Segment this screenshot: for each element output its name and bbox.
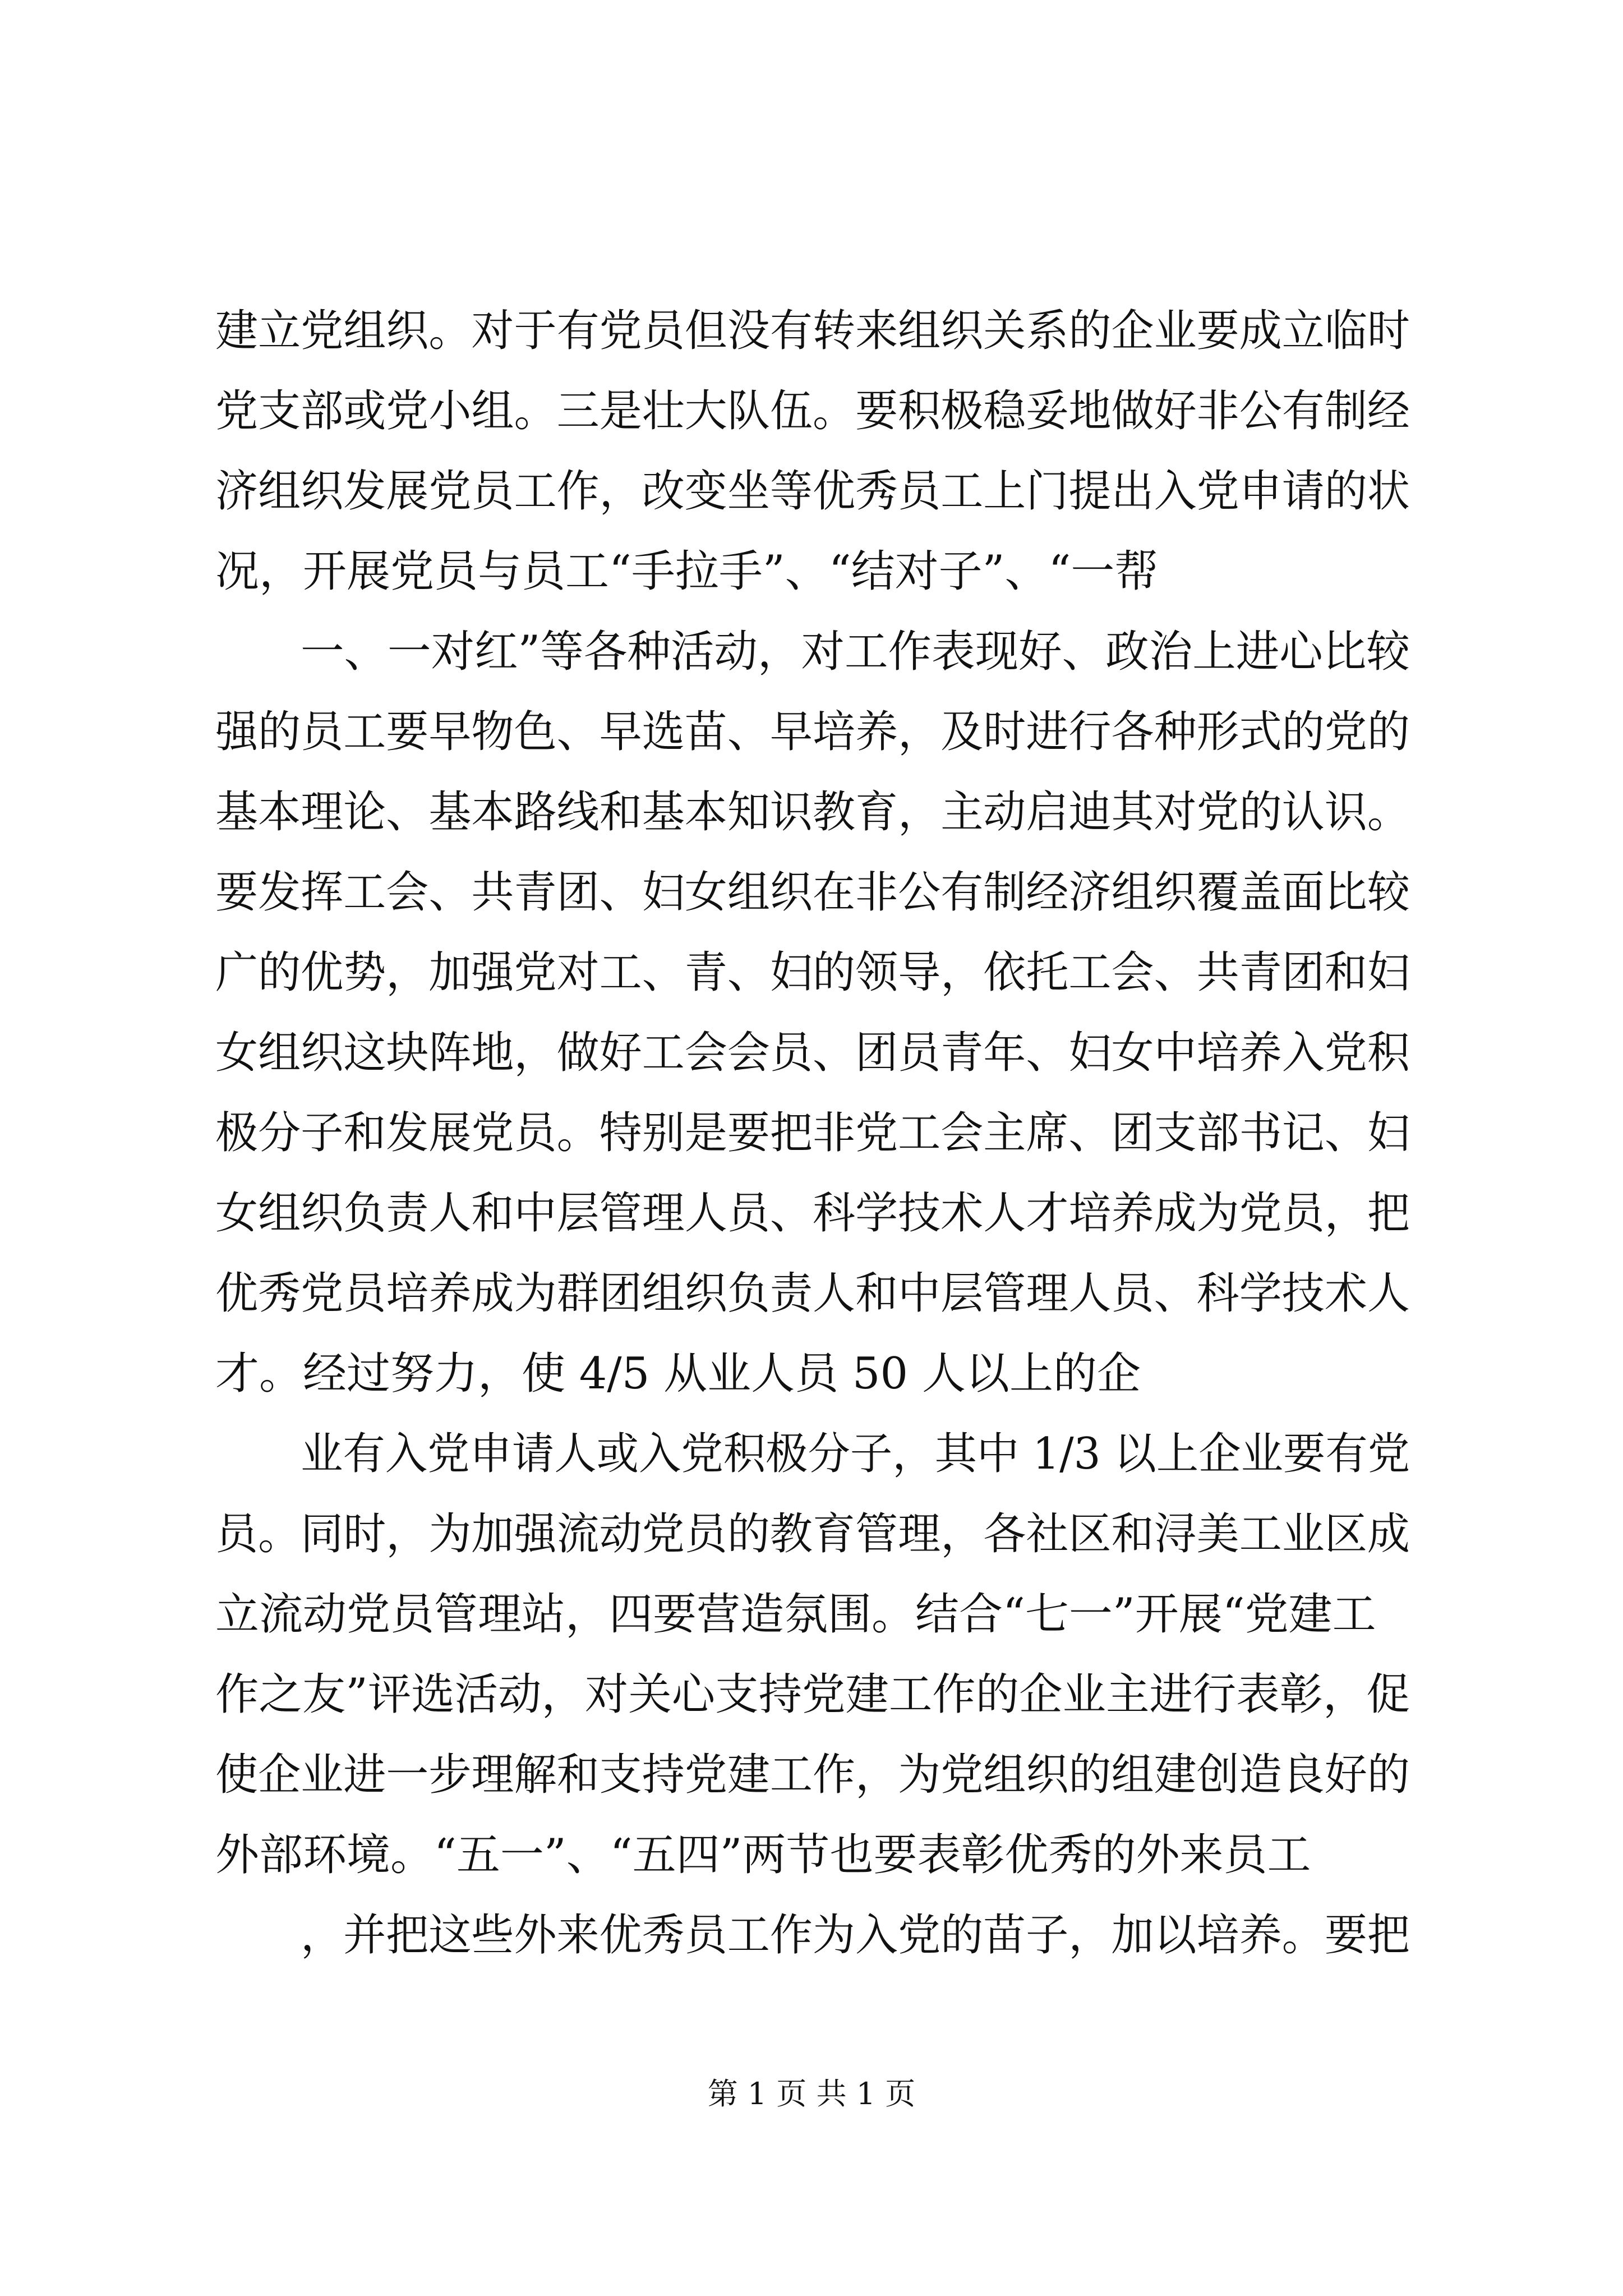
text-line: 基本理论、基本路线和基本知识教育，主动启迪其对党的认识。 bbox=[215, 787, 1410, 838]
text-line: ，并把这些外来优秀员工作为入党的苗子，加以培养。要把 bbox=[301, 1910, 1410, 1961]
text-line: 业有入党申请人或入党积极分子，其中 1/3 以上企业要有党 bbox=[301, 1429, 1410, 1479]
text-line: 员。同时，为加强流动党员的教育管理，各社区和浔美工业区成 bbox=[215, 1509, 1410, 1559]
text-line: 建立党组织。对于有党员但没有转来组织关系的企业要成立临时 bbox=[215, 306, 1410, 356]
text-line: 广的优势，加强党对工、青、妇的领导，依托工会、共青团和妇 bbox=[215, 947, 1410, 998]
text-line: 作之友”评选活动，对关心支持党建工作的企业主进行表彰，促 bbox=[215, 1669, 1410, 1720]
text-line: 女组织负责人和中层管理人员、科学技术人才培养成为党员，把 bbox=[215, 1188, 1410, 1239]
text-line: 才。经过努力，使 4/5 从业人员 50 人以上的企 bbox=[215, 1349, 1141, 1399]
text-line: 优秀党员培养成为群团组织负责人和中层管理人员、科学技术人 bbox=[215, 1268, 1410, 1319]
text-line: 强的员工要早物色、早选苗、早培养，及时进行各种形式的党的 bbox=[215, 707, 1410, 757]
text-line: 一、一对红”等各种活动，对工作表现好、政治上进心比较 bbox=[301, 627, 1410, 677]
text-line: 极分子和发展党员。特别是要把非党工会主席、团支部书记、妇 bbox=[215, 1108, 1410, 1158]
text-line: 党支部或党小组。三是壮大队伍。要积极稳妥地做好非公有制经 bbox=[215, 386, 1410, 436]
text-line: 济组织发展党员工作，改变坐等优秀员工上门提出入党申请的状 bbox=[215, 466, 1410, 517]
text-line: 要发挥工会、共青团、妇女组织在非公有制经济组织覆盖面比较 bbox=[215, 867, 1410, 918]
text-line: 况，开展党员与员工“手拉手”、“结对子”、“一帮 bbox=[215, 546, 1159, 597]
text-line: 立流动党员管理站，四要营造氛围。结合“七一”开展“党建工 bbox=[215, 1589, 1376, 1640]
text-line: 外部环境。“五一”、“五四”两节也要表彰优秀的外来员工 bbox=[215, 1830, 1311, 1880]
text-line: 女组织这块阵地，做好工会会员、团员青年、妇女中培养入党积 bbox=[215, 1028, 1410, 1078]
text-line: 使企业进一步理解和支持党建工作，为党组织的组建创造良好的 bbox=[215, 1750, 1410, 1800]
page-footer: 第 1 页 共 1 页 bbox=[707, 2076, 916, 2111]
